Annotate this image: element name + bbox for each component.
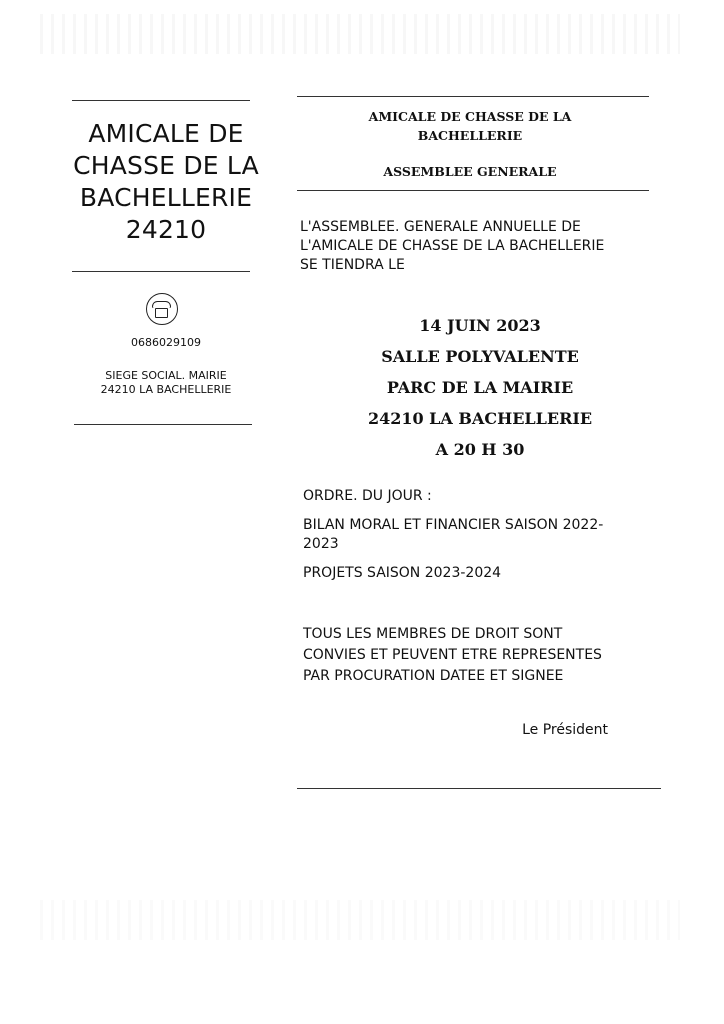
- header-org-line: BACHELLERIE: [417, 128, 523, 143]
- event-location: PARC DE LA MAIRIE: [386, 378, 574, 397]
- notice-paragraph: [303, 624, 663, 687]
- org-name-line: CHASSE DE LA: [73, 151, 259, 180]
- divider: [297, 96, 649, 97]
- scan-noise-top: [40, 14, 680, 54]
- event-time: A 20 H 30: [435, 440, 525, 459]
- divider: [74, 424, 252, 425]
- notice-line: PAR PROCURATION DATEE ET SIGNEE: [303, 668, 564, 684]
- org-name-line: 24210: [125, 215, 207, 244]
- event-venue: SALLE POLYVALENTE: [381, 347, 579, 366]
- address-line: 24210 LA BACHELLERIE: [100, 383, 232, 396]
- divider: [72, 271, 250, 272]
- org-name-line: BACHELLERIE: [79, 183, 253, 212]
- event-town: 24210 LA BACHELLERIE: [367, 409, 593, 428]
- header-subtitle: ASSEMBLEE GENERALE: [383, 164, 557, 179]
- scan-noise-bottom: [40, 900, 680, 940]
- address-line: SIEGE SOCIAL. MAIRIE: [105, 369, 227, 382]
- intro-line: SE TIENDRA LE: [300, 257, 405, 273]
- intro-line: L'AMICALE DE CHASSE DE LA BACHELLERIE: [300, 238, 605, 254]
- header-organization: [310, 107, 630, 145]
- notice-line: CONVIES ET PEUVENT ETRE REPRESENTES: [303, 647, 602, 663]
- agenda-item: BILAN MORAL ET FINANCIER SAISON 2022- 2023: [303, 517, 604, 552]
- phone-number: 0686029109: [131, 336, 201, 349]
- address: [66, 369, 266, 397]
- agenda-title: ORDRE. DU JOUR :: [303, 488, 432, 504]
- event-details: [310, 310, 650, 465]
- agenda-item: PROJETS SAISON 2023-2024: [303, 565, 502, 581]
- notice-line: TOUS LES MEMBRES DE DROIT SONT: [303, 626, 563, 642]
- header-org-line: AMICALE DE CHASSE DE LA: [368, 109, 572, 124]
- divider: [297, 190, 649, 191]
- agenda: [303, 487, 663, 593]
- signature: Le Président: [522, 722, 608, 738]
- divider: [72, 100, 250, 101]
- telephone-icon: [146, 293, 178, 325]
- organization-name: [66, 118, 266, 246]
- org-name-line: AMICALE DE: [88, 119, 244, 148]
- intro-paragraph: [300, 218, 660, 275]
- event-date: 14 JUIN 2023: [419, 316, 541, 335]
- intro-line: L'ASSEMBLEE. GENERALE ANNUELLE DE: [300, 219, 581, 235]
- divider: [297, 788, 661, 789]
